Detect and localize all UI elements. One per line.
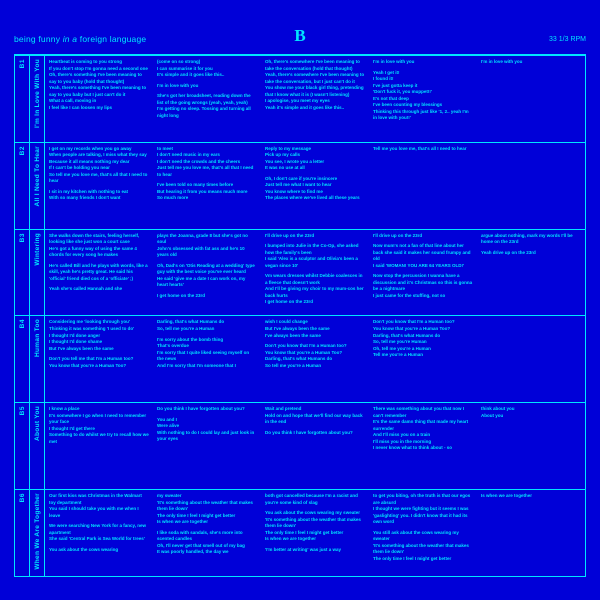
track-row	[15, 403, 585, 490]
lyrics-columns	[45, 143, 585, 229]
track-number: B2	[18, 145, 26, 156]
lyrics-column	[477, 316, 585, 402]
lyrics-column: Oh, there's somewhere I've been meaning to take the conversation (hold that thought) Yeah, there's somewhere I've been meaning to take the conversation, but I just can't do it You show me your black girl thing, pretending that I know what it is (I wasn't listening) I apologise, you meet my eyes Yeah it's simple and it goes like this..	[265, 59, 365, 110]
track-title-cell	[30, 316, 45, 402]
track-title: All I Need To Hear	[33, 145, 41, 207]
lyrics-column: both got cancelled because I'm a racist and you're some kind of slag You ask about the cows wearing my sweater 'It's something about the weather that makes them lie down' The only time I feel I might get better Is when we are together 'I'm better at writing' was just a way	[265, 493, 361, 552]
lyrics-column: think about you About you	[481, 406, 515, 418]
lyrics-column: plays the Joanna, grade 8 but she's got no soul John's obsessed with fat ass and he's 10 years old Oh, Dad's on 'Otis Reading at a wedding' type guy with the best voice you've ever heard He said 'give me a date I can work on, my heart hearts' I get home on the 23rd	[157, 232, 255, 298]
tracks-grid	[14, 55, 586, 577]
lyrics-column: There was something about you that now I can't remember It's the same damn thing that made my heart surrender And I'll miss you on a train I'll miss you in the morning I never know what to think about - so	[373, 406, 469, 451]
side-letter: B	[294, 26, 306, 45]
track-number: B4	[18, 319, 26, 329]
lyrics-column: I'm in love with you Yeah I get it! I found it! I've just gotta keep it 'Don't fuck it, you muppet!!' It's not that deep I've been counting my blessings Thinking this through just like '1, 2.. yeah I'm in love with you!!'	[373, 59, 469, 121]
track-title: I'm In Love With You	[33, 59, 41, 128]
lyrics-column: Reply to my message Pick up my calls You see, I wrote you a letter It was no use at all Oh, I don't care if you're insincere Just tell me what I want to hear You know where to find me The places where we've lived all these years	[265, 145, 360, 201]
lyrics-column: She walks down the stairs, feeling herself, looking like she just won a court case He's got a funny way of using the same 4 chords for every song he makes He's called Bill and he plays with words, like a skill, yeah he's pretty great. He said his 'official' friend died cos of a 'officiate' ;) Yeah she's called Hannah and she	[49, 232, 148, 292]
lyrics-column: Is when we are together	[481, 493, 533, 499]
lyrics-column: I get on my records when you go away When people are talking, I miss what they say Because it all means nothing my dear If I can't be holding you near So tell me you love me, that's all that I need to hear I sit in my kitchen with nothing to eat With so many friends I don't want	[49, 145, 148, 201]
lyrics-column: my sweater 'It's something about the weather that makes them lie down' The only time I feel I might get better Is when we are together I like soda with sandals, she's more into scented candles Oh, I'll never get that smell out of my bag It was poorly handled, the day we	[157, 493, 253, 555]
lyrics-column: Darling, that's what Humans do So, tell me you're a Human I'm sorry about the bomb thing That's overdue I'm sorry that I quite liked seeing myself on the news And I'm sorry that I'm someone that I	[157, 319, 250, 368]
track-row	[15, 230, 585, 317]
track-title: Wintering	[33, 232, 41, 266]
lyrics-column	[477, 143, 585, 229]
album-title	[14, 34, 146, 44]
track-title-cell	[30, 490, 45, 576]
track-title-cell	[30, 230, 45, 316]
track-title-cell	[30, 143, 45, 229]
lyrics-columns	[45, 316, 585, 402]
track-number-cell	[15, 403, 30, 489]
track-number: B6	[18, 493, 26, 503]
lyrics-column: (come on so strong) I can summarise it for you It's simple and it goes like this.. I'm in love with you She's got her broadsheet, reading down the list of the going wrongs (yeah, yeah, yeah) I'm getting no sleep. Tossing and turning all night long	[157, 59, 251, 118]
lyrics-column: to get you biting, oh the truth is that our egos are absurd I thought we were fighting but it seems I was 'gaslighting' you. I didn't know that it had its own word You still ask about the cows wearing my sweater 'It's something about the weather that makes them lie down' The only time I feel I might get better	[373, 493, 471, 561]
lyrics-column: argue about nothing, mark my words I'll be home on the 23rd Yeah drive up on the 23rd	[481, 232, 573, 255]
lyrics-column: Tell me you love me, that's all I need to hear	[373, 145, 467, 151]
lyrics-column: Considering me 'looking through you' Thinking it was something 'I used to do' I thought I'd done anger I thought I'd done shame But I've always been the same Don't you tell me that I'm a Human too? You know that you're a Human Too?	[49, 319, 135, 368]
track-row	[15, 56, 585, 143]
track-title: Human Too	[33, 319, 41, 358]
lyrics-columns	[45, 403, 585, 489]
lyrics-column: Wait and pretend Hold on and hope that we'll find our way back in the end Do you think I have forgotten about you?	[265, 406, 363, 435]
rpm-label: 33 1/3 RPM	[549, 35, 586, 43]
track-number: B1	[18, 59, 26, 69]
album-title-part1: being funny	[14, 34, 63, 44]
lyrics-column: Do you think I have forgotten about you? You and I Were alive With nothing to do I could lay and just look in your eyes	[157, 406, 255, 442]
lyrics-columns	[45, 56, 585, 142]
track-number-cell	[15, 230, 30, 316]
lyrics-column: Our first kiss was Christmas in the Walmart toy department You said I should take you with me when I leave We were searching New York for a fancy, new apartment She said 'Central Park is Sea World for trees' You ask about the cows wearing	[49, 493, 146, 552]
lyrics-column: I'll drive up on the 23rd I bumped into Julie in the Co-Op, she asked how the family's been I said 'Alex is a sculptor and Olivia's been a vegan since 10' Vm wears dresses whilst Debbie coalesces in a fleece that doesn't work And I'll be giving my choir to my mum-cos her back hurts I get home on the 23rd	[265, 232, 364, 305]
track-number: B5	[18, 406, 26, 416]
lyrics-column: Don't you know that I'm a Human too? You know that you're a Human Too? Darling, that's what Humans do So, tell me you're Human Oh, tell me you're a Human Tell me you're a Human	[373, 319, 455, 358]
sheet-header	[14, 28, 586, 55]
track-number-cell	[15, 56, 30, 142]
track-row	[15, 143, 585, 230]
lyrics-column: I'll drive up on the 23rd Now mum's not a fan of that line about her back she said it makes her sound frumpy and old I said 'WOMAN! YOU ARE 64 YEARS OLD!' Now stop the percussion I wanna have a discussion and it's Christmas so this is gonna be a nightmare I just came for the stuffing, not so	[373, 232, 473, 298]
track-title-cell	[30, 56, 45, 142]
lyrics-column: I know a place It's somewhere I go when I need to remember your face I thought I'd get there Something to do whilst we try to recall how we met	[49, 406, 149, 444]
track-title: When We Are Together	[33, 493, 41, 570]
lyrics-column: to meet I don't need music in my ears I don't need the crowds and the cheers Just tell me you love me, that's all that I need to hear I've been told so many times before But hearing it from you means much more So much more	[157, 145, 254, 201]
track-number: B3	[18, 232, 26, 242]
track-title-cell	[30, 403, 45, 489]
track-row	[15, 490, 585, 576]
lyrics-columns	[45, 230, 585, 316]
lyrics-column: wish I could change But I've always been the same I've always been the same Don't you know that I'm a Human too? You know that you're a Human Too? Darling, that's what Humans do So tell me you're a Human	[265, 319, 347, 368]
track-title: About You	[33, 406, 41, 442]
lyrics-column: I'm in love with you	[481, 59, 523, 64]
track-number-cell	[15, 316, 30, 402]
track-number-cell	[15, 143, 30, 229]
track-row	[15, 316, 585, 403]
lyrics-columns	[45, 490, 585, 576]
album-title-italic: in a	[62, 34, 78, 44]
lyrics-column: Heartbeat is coming to you strong If you don't stop I'm gonna need a second one Oh, there's something I've been meaning to say to you baby (hold that thought) Yeah, there's something I've been meaning to say to you baby but I just can't do it What a call, moving in I feel like I can loosen my lips	[49, 59, 148, 110]
track-number-cell	[15, 490, 30, 576]
album-title-part2: foreign language	[77, 34, 147, 44]
